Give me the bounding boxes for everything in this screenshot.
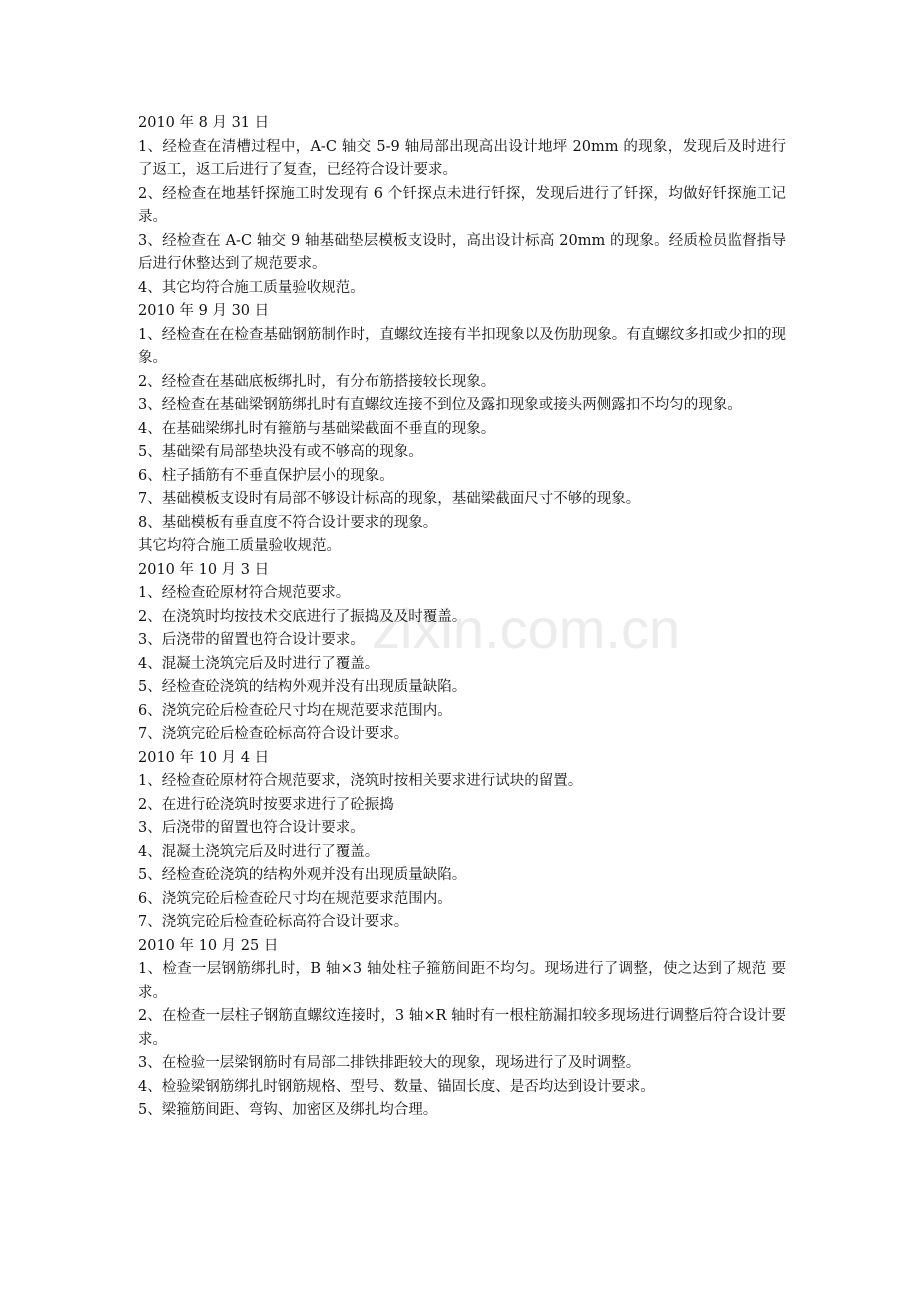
- list-item: 2、在检查一层柱子钢筋直螺纹连接时，3 轴×R 轴时有一根柱筋漏扣较多现场进行调整后符合设计要求。: [138, 1008, 786, 1048]
- list-item: 4、其它均符合施工质量验收规范。: [138, 279, 365, 296]
- date-heading: 2010 年 8 月 31 日: [138, 115, 270, 131]
- list-item: 5、经检查砼浇筑的结构外观并没有出现质量缺陷。: [138, 867, 467, 883]
- date-heading: 2010 年 10 月 25 日: [138, 937, 279, 954]
- list-item: 3、后浇带的留置也符合设计要求。: [138, 820, 365, 836]
- date-heading: 2010 年 10 月 4 日: [138, 749, 270, 766]
- list-item: 4、检验梁钢筋绑扎时钢筋规格、型号、数量、锚固长度、是否均达到设计要求。: [138, 1078, 655, 1095]
- list-item: 2、在进行砼浇筑时按要求进行了砼振捣: [138, 796, 394, 813]
- date-heading: 2010 年 9 月 30 日: [138, 303, 270, 319]
- list-item: 4、混凝土浇筑完后及时进行了覆盖。: [138, 843, 380, 860]
- list-item: 5、基础梁有局部垫块没有或不够高的现象。: [138, 444, 423, 460]
- summary-line: 其它均符合施工质量验收规范。: [138, 538, 341, 554]
- list-item: 2、经检查在地基钎探施工时发现有 6 个钎探点未进行钎探，发现后进行了钎探，均做好钎探施工记录。: [138, 185, 786, 225]
- list-item: 2、在浇筑时均按技术交底进行了振捣及及时覆盖。: [138, 608, 467, 625]
- list-item: 1、经检查砼原材符合规范要求。: [138, 585, 351, 601]
- list-item: 6、浇筑完砼后检查砼尺寸均在规范要求范围内。: [138, 702, 452, 719]
- list-item: 1、检查一层钢筋绑扎时，B 轴×3 轴处柱子箍筋间距不均匀。现场进行了调整，使之达到了规范 要求。: [138, 961, 786, 1001]
- list-item: 4、混凝土浇筑完后及时进行了覆盖。: [138, 655, 380, 672]
- list-item: 6、浇筑完砼后检查砼尺寸均在规范要求范围内。: [138, 890, 452, 907]
- list-item: 7、浇筑完砼后检查砼标高符合设计要求。: [138, 914, 409, 930]
- list-item: 4、在基础梁绑扎时有箍筋与基础梁截面不垂直的现象。: [138, 420, 496, 437]
- list-item: 6、柱子插筋有不垂直保护层小的现象。: [138, 467, 394, 484]
- list-item: 8、基础模板有垂直度不符合设计要求的现象。: [138, 514, 438, 531]
- list-item: 2、经检查在基础底板绑扎时，有分布筋搭接较长现象。: [138, 373, 496, 390]
- list-item: 3、后浇带的留置也符合设计要求。: [138, 632, 365, 648]
- list-item: 1、经检查砼原材符合规范要求，浇筑时按相关要求进行试块的留置。: [138, 773, 583, 789]
- list-item: 5、经检查砼浇筑的结构外观并没有出现质量缺陷。: [138, 679, 467, 695]
- list-item: 3、经检查在 A-C 轴交 9 轴基础垫层模板支设时，高出设计标高 20mm 的现象。经质检员监督指导后进行休整达到了规范要求。: [138, 232, 786, 272]
- list-item: 5、梁箍筋间距、弯钩、加密区及绑扎均合理。: [138, 1102, 438, 1118]
- list-item: 1、经检查在在检查基础钢筋制作时，直螺纹连接有半扣现象以及伤肋现象。有直螺纹多扣或少扣的现象。: [138, 326, 786, 366]
- list-item: 1、经检查在清槽过程中，A-C 轴交 5-9 轴局部出现高出设计地坪 20mm 的现象，发现后及时进行了返工，返工后进行了复查，已经符合设计要求。: [138, 138, 786, 178]
- list-item: 3、经检查在基础梁钢筋绑扎时有直螺纹连接不到位及露扣现象或接头两侧露扣不均匀的现象。: [138, 397, 742, 413]
- document-body: [138, 112, 786, 1123]
- list-item: 7、基础模板支设时有局部不够设计标高的现象，基础梁截面尺寸不够的现象。: [138, 491, 641, 507]
- list-item: 3、在检验一层梁钢筋时有局部二排铁排距较大的现象，现场进行了及时调整。: [138, 1055, 641, 1071]
- date-heading: 2010 年 10 月 3 日: [138, 561, 270, 578]
- watermark: zixin.com.cn: [372, 597, 681, 660]
- list-item: 7、浇筑完砼后检查砼标高符合设计要求。: [138, 726, 409, 742]
